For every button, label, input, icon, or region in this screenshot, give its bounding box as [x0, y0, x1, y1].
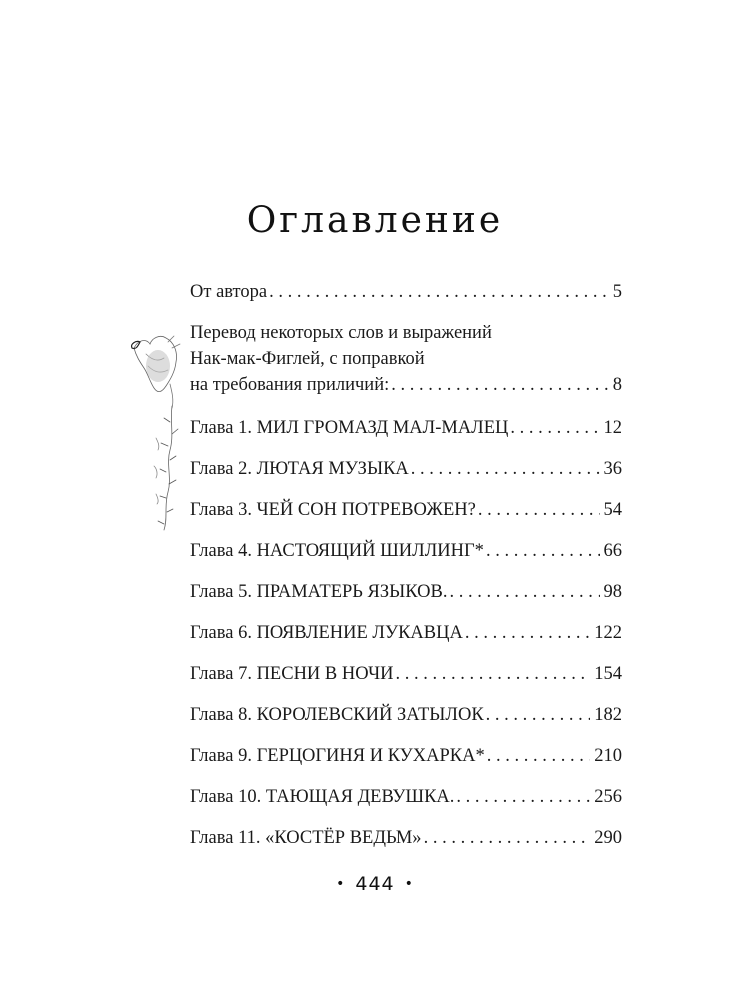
sketch-figure-icon	[126, 326, 190, 536]
toc-entry-chapter-8[interactable]	[190, 705, 622, 731]
toc-entry-label: Глава 3. ЧЕЙ СОН ПОТРЕВОЖЕН?	[190, 500, 476, 520]
page-number	[0, 873, 750, 895]
toc-entry-page: 290	[594, 828, 622, 848]
toc-entry-label: на требования приличий:	[190, 375, 390, 395]
toc-entry-label: Глава 9. ГЕРЦОГИНЯ И КУХАРКА*	[190, 746, 485, 766]
toc-entry-label-line: Перевод некоторых слов и выражений	[190, 323, 492, 343]
bullet-icon: •	[404, 876, 414, 892]
toc-entry-chapter-11[interactable]	[190, 828, 622, 854]
page-number-value: 444	[355, 873, 395, 895]
dot-leader	[486, 705, 591, 726]
toc-entry-label: Глава 8. КОРОЛЕВСКИЙ ЗАТЫЛОК	[190, 705, 484, 725]
toc-entry-label: Глава 6. ПОЯВЛЕНИЕ ЛУКАВЦА	[190, 623, 463, 643]
toc-entry-chapter-4[interactable]	[190, 541, 622, 567]
dot-leader	[465, 623, 590, 644]
toc-entry-page: 8	[612, 375, 622, 395]
toc-entry-last-line	[190, 375, 622, 401]
toc-entry-label: Глава 10. ТАЮЩАЯ ДЕВУШКА.	[190, 787, 455, 807]
toc-entry-author-note[interactable]	[190, 282, 622, 308]
toc-entry-chapter-9[interactable]	[190, 746, 622, 772]
dot-leader	[411, 459, 600, 480]
dot-leader	[396, 664, 591, 685]
toc-entry-page: 5	[612, 282, 622, 302]
toc-entry-page: 66	[603, 541, 622, 561]
toc-entry-label: Глава 4. НАСТОЯЩИЙ ШИЛЛИНГ*	[190, 541, 484, 561]
toc-entry-page: 54	[603, 500, 622, 520]
toc-entry-label: Глава 5. ПРАМАТЕРЬ ЯЗЫКОВ.	[190, 582, 448, 602]
toc-entry-page: 256	[594, 787, 622, 807]
toc-entry-label: Глава 11. «КОСТЁР ВЕДЬМ»	[190, 828, 422, 848]
dot-leader	[391, 375, 609, 396]
toc-entry-chapter-7[interactable]	[190, 664, 622, 690]
dot-leader	[487, 746, 591, 767]
toc-entry-chapter-6[interactable]	[190, 623, 622, 649]
dot-leader	[456, 787, 590, 808]
toc-entry-chapter-1[interactable]	[190, 418, 622, 444]
dot-leader	[510, 418, 599, 439]
toc-entry-chapter-10[interactable]	[190, 787, 622, 813]
dot-leader	[486, 541, 600, 562]
dot-leader	[478, 500, 600, 521]
toc-entry-label-line: Нак-мак-Фиглей, с поправкой	[190, 349, 425, 369]
toc-entry-chapter-3[interactable]	[190, 500, 622, 526]
dot-leader	[424, 828, 591, 849]
dot-leader	[269, 282, 609, 303]
toc-entry-page: 154	[594, 664, 622, 684]
bullet-icon: •	[336, 876, 346, 892]
toc-entry-label: Глава 7. ПЕСНИ В НОЧИ	[190, 664, 394, 684]
toc-entry-chapter-5[interactable]	[190, 582, 622, 608]
toc-entry-label: Глава 2. ЛЮТАЯ МУЗЫКА	[190, 459, 409, 479]
toc-entry-page: 36	[603, 459, 622, 479]
toc-entry-page: 12	[603, 418, 622, 438]
toc-entry-label: От автора	[190, 282, 268, 302]
toc-entry-page: 210	[594, 746, 622, 766]
toc-entry-chapter-2[interactable]	[190, 459, 622, 485]
toc-entry-page: 122	[594, 623, 622, 643]
dot-leader	[449, 582, 599, 603]
toc-entry-label: Глава 1. МИЛ ГРОМАЗД МАЛ-МАЛЕЦ	[190, 418, 509, 438]
toc-entry-page: 182	[594, 705, 622, 725]
page-title: Оглавление	[246, 200, 504, 241]
toc-entry-page: 98	[603, 582, 622, 602]
